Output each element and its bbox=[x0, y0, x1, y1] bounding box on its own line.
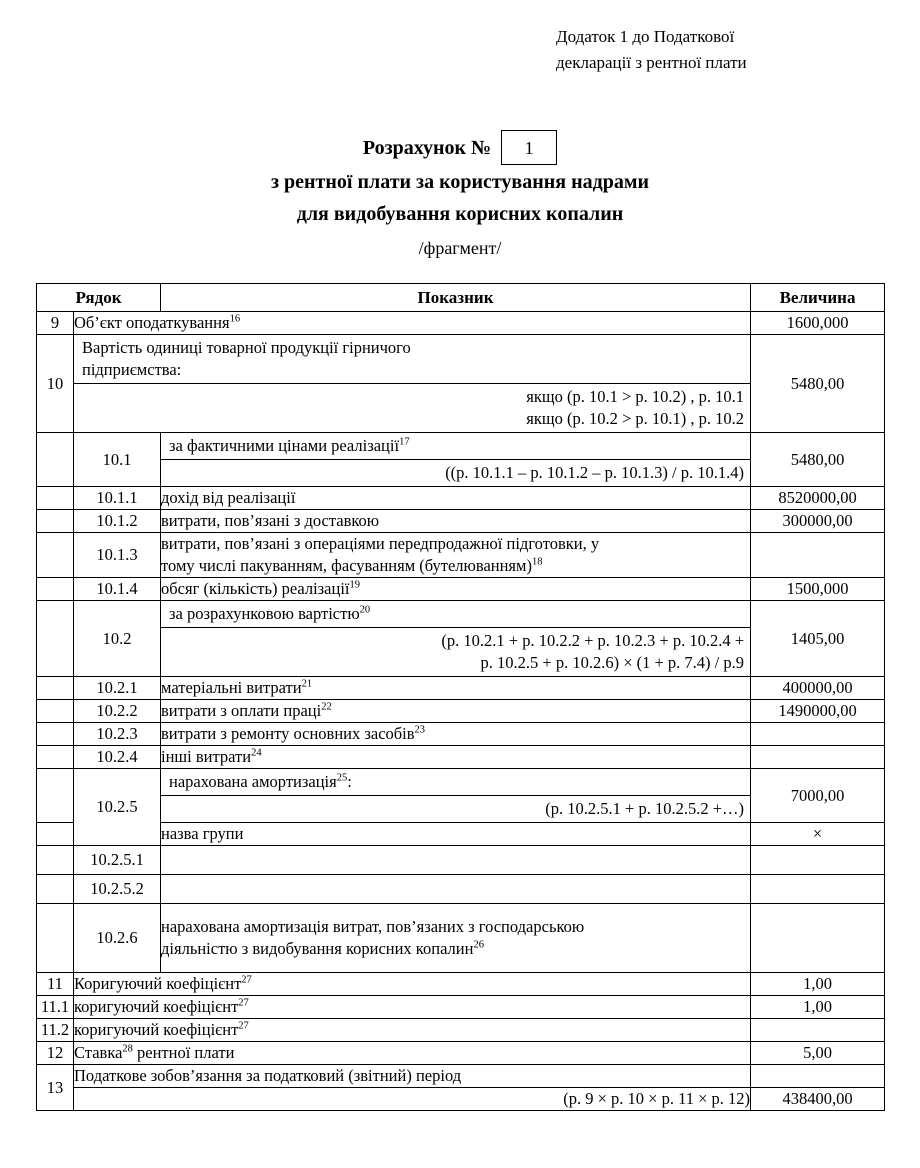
row-10-2-5-1-outer-spacer bbox=[37, 846, 74, 875]
page-title bbox=[0, 130, 920, 263]
row-12-number: 12 bbox=[37, 1042, 74, 1065]
row-10-number: 10 bbox=[37, 335, 74, 433]
row-10-1-4-indicator bbox=[161, 578, 751, 601]
row-10-2-5-label-cell bbox=[161, 769, 750, 796]
row-10-2-5-value[interactable]: 7000,00 bbox=[751, 769, 885, 823]
row-10-2-5-indicator bbox=[161, 769, 751, 823]
table-row-10-2-6 bbox=[37, 904, 885, 973]
row-10-2-label: за розрахунковою вартістю bbox=[169, 604, 360, 623]
row-10-2-5-2-value[interactable] bbox=[751, 875, 885, 904]
table-row-13-formula bbox=[37, 1088, 885, 1111]
row-10-2-6-outer-spacer bbox=[37, 904, 74, 973]
row-10-1-label-block bbox=[161, 433, 750, 460]
row-11-2-label: коригуючий коефіцієнт bbox=[74, 1020, 239, 1039]
row-10-1-3-indicator bbox=[161, 533, 751, 578]
row-11-indicator bbox=[74, 973, 751, 996]
title-line-2: з рентної плати за користування надрами bbox=[271, 171, 649, 193]
table-row-10-2-5-group bbox=[37, 823, 885, 846]
table-row-10-2-3 bbox=[37, 723, 885, 746]
row-11-1-value[interactable]: 1,00 bbox=[751, 996, 885, 1019]
row-10-1-4-outer-spacer bbox=[37, 578, 74, 601]
row-10-2-5-group-value: × bbox=[751, 823, 885, 846]
row-10-2-inner-table bbox=[161, 601, 750, 676]
table-row-9 bbox=[37, 312, 885, 335]
row-11-1-footnote: 27 bbox=[238, 997, 249, 1009]
row-11-2-footnote: 27 bbox=[238, 1020, 249, 1032]
row-10-1-3-label-line-2 bbox=[161, 555, 750, 577]
row-10-formula-cell bbox=[74, 384, 750, 433]
row-10-2-6-number: 10.2.6 bbox=[74, 904, 161, 973]
row-13-value-top bbox=[751, 1065, 885, 1088]
row-10-2-label-block bbox=[161, 601, 750, 628]
table-row-12 bbox=[37, 1042, 885, 1065]
row-10-2-5-formula-block bbox=[161, 796, 750, 823]
row-10-1-2-value[interactable]: 300000,00 bbox=[751, 510, 885, 533]
row-10-2-5-inner-table bbox=[161, 769, 750, 822]
document-header bbox=[556, 24, 896, 76]
row-11-1-indicator bbox=[74, 996, 751, 1019]
row-10-1-footnote: 17 bbox=[399, 436, 410, 448]
row-13-value[interactable]: 438400,00 bbox=[751, 1088, 885, 1111]
row-10-1-1-number: 10.1.1 bbox=[74, 487, 161, 510]
row-10-2-6-indicator bbox=[161, 904, 751, 973]
table-row-11-2 bbox=[37, 1019, 885, 1042]
row-10-1-formula-block bbox=[161, 460, 750, 487]
row-10-2-5-2-number: 10.2.5.2 bbox=[74, 875, 161, 904]
row-10-2-4-label: інші витрати bbox=[161, 747, 252, 766]
row-11-label: Коригуючий коефіцієнт bbox=[74, 974, 242, 993]
row-10-2-5-outer-spacer bbox=[37, 769, 74, 823]
row-10-1-3-outer-spacer bbox=[37, 533, 74, 578]
row-10-2-formula-block bbox=[161, 628, 750, 677]
row-10-1-3-number: 10.1.3 bbox=[74, 533, 161, 578]
row-11-footnote: 27 bbox=[241, 974, 252, 986]
row-10-2-4-number: 10.2.4 bbox=[74, 746, 161, 769]
row-10-1-3-value[interactable] bbox=[751, 533, 885, 578]
title-line-3: для видобування корисних копалин bbox=[296, 203, 624, 225]
row-10-inner-table bbox=[74, 335, 750, 432]
table-row-10-2-2 bbox=[37, 700, 885, 723]
row-10-2-2-label: витрати з оплати праці bbox=[161, 701, 322, 720]
row-11-number: 11 bbox=[37, 973, 74, 996]
row-10-1-1-outer-spacer bbox=[37, 487, 74, 510]
row-10-2-2-footnote: 22 bbox=[321, 701, 332, 713]
row-10-2-1-number: 10.2.1 bbox=[74, 677, 161, 700]
row-10-1-2-number: 10.1.2 bbox=[74, 510, 161, 533]
table-row-10-2 bbox=[37, 601, 885, 677]
row-10-2-5-1-label[interactable] bbox=[161, 846, 751, 875]
table-row-13-label bbox=[37, 1065, 885, 1088]
row-10-1-3-label-line-1: витрати, пов’язані з операціями передпродажної підготовки, у bbox=[161, 534, 600, 553]
document-header-line-1: Додаток 1 до Податкової bbox=[556, 27, 735, 46]
row-10-1-1-value[interactable]: 8520000,00 bbox=[751, 487, 885, 510]
row-10-2-6-label-line-2 bbox=[161, 938, 750, 960]
row-10-2-number: 10.2 bbox=[74, 601, 161, 677]
table-row-11 bbox=[37, 973, 885, 996]
row-10-2-3-outer-spacer bbox=[37, 723, 74, 746]
row-10-2-outer-spacer bbox=[37, 601, 74, 677]
row-10-1-4-number: 10.1.4 bbox=[74, 578, 161, 601]
table-row-10-2-5-2 bbox=[37, 875, 885, 904]
row-10-2-5-footnote: 25 bbox=[336, 772, 348, 784]
row-10-2-3-number: 10.2.3 bbox=[74, 723, 161, 746]
row-10-formula-block bbox=[74, 384, 750, 433]
row-10-1-indicator bbox=[161, 433, 751, 487]
row-10-2-1-footnote: 21 bbox=[301, 678, 313, 690]
row-10-2-1-indicator bbox=[161, 677, 751, 700]
row-10-2-6-value[interactable] bbox=[751, 904, 885, 973]
row-10-2-1-value[interactable]: 400000,00 bbox=[751, 677, 885, 700]
row-10-1-outer-spacer bbox=[37, 433, 74, 487]
row-11-2-indicator bbox=[74, 1019, 751, 1042]
title-rozrahunok-label: Розрахунок № bbox=[362, 136, 492, 159]
row-10-2-4-outer-spacer bbox=[37, 746, 74, 769]
row-10-2-3-label: витрати з ремонту основних засобів bbox=[161, 724, 415, 743]
table-row-11-1 bbox=[37, 996, 885, 1019]
row-10-1-number: 10.1 bbox=[74, 433, 161, 487]
row-10-indicator bbox=[74, 335, 751, 433]
row-12-footnote: 28 bbox=[122, 1043, 133, 1055]
row-10-2-6-footnote: 26 bbox=[473, 939, 484, 951]
table-row-10-1 bbox=[37, 433, 885, 487]
row-10-1-3-footnote: 18 bbox=[531, 556, 543, 568]
row-9-value[interactable]: 1600,000 bbox=[751, 312, 885, 335]
table-row-10-2-5-1 bbox=[37, 846, 885, 875]
row-10-2-value[interactable]: 1405,00 bbox=[751, 601, 885, 677]
row-11-value[interactable]: 1,00 bbox=[751, 973, 885, 996]
row-10-2-5-label-block bbox=[161, 769, 750, 796]
row-10-2-5-label-suffix: : bbox=[347, 772, 352, 791]
row-10-2-4-value[interactable] bbox=[751, 746, 885, 769]
table-row-10-2-1 bbox=[37, 677, 885, 700]
row-10-2-2-value[interactable]: 1490000,00 bbox=[751, 700, 885, 723]
row-10-2-5-group-outer-spacer bbox=[37, 823, 74, 846]
row-9-footnote: 16 bbox=[229, 313, 241, 325]
row-12-label-after: рентної плати bbox=[132, 1043, 235, 1062]
row-13-formula: (р. 9 × р. 10 × р. 11 × р. 12) bbox=[74, 1088, 751, 1111]
table-row-10-1-3 bbox=[37, 533, 885, 578]
row-10-label-block bbox=[74, 335, 750, 384]
row-10-2-3-footnote: 23 bbox=[414, 724, 426, 736]
row-10-2-1-outer-spacer bbox=[37, 677, 74, 700]
row-10-1-label: за фактичними цінами реалізації bbox=[169, 436, 400, 455]
row-10-2-formula-cell bbox=[161, 628, 750, 677]
title-fragment-note: /фрагмент/ bbox=[418, 238, 502, 258]
row-10-formula-line-1: якщо (р. 10.1 > р. 10.2) , р. 10.1 bbox=[526, 387, 745, 406]
row-11-2-number: 11.2 bbox=[37, 1019, 74, 1042]
row-10-2-3-indicator bbox=[161, 723, 751, 746]
row-10-2-2-number: 10.2.2 bbox=[74, 700, 161, 723]
row-9-label: Об’єкт оподаткування bbox=[74, 313, 230, 332]
table-row-10-2-5 bbox=[37, 769, 885, 823]
row-11-1-label: коригуючий коефіцієнт bbox=[74, 997, 239, 1016]
row-10-1-formula: ((р. 10.1.1 – р. 10.1.2 – р. 10.1.3) / р. 10.1.4) bbox=[445, 463, 745, 482]
row-10-2-2-outer-spacer bbox=[37, 700, 74, 723]
row-10-1-value[interactable]: 5480,00 bbox=[751, 433, 885, 487]
row-10-1-label-cell bbox=[161, 433, 750, 460]
row-10-2-indicator bbox=[161, 601, 751, 677]
table-row-10-2-4 bbox=[37, 746, 885, 769]
row-13-label: Податкове зобов’язання за податковий (звітний) період bbox=[74, 1065, 751, 1088]
row-10-1-1-label: дохід від реалізації bbox=[161, 487, 751, 510]
row-10-2-formula-line-2: р. 10.2.5 + р. 10.2.6) × (1 + р. 7.4) / р.9 bbox=[480, 653, 745, 672]
row-10-formula-line-2: якщо (р. 10.2 > р. 10.1) , р. 10.2 bbox=[526, 409, 745, 428]
row-10-2-label-cell bbox=[161, 601, 750, 628]
row-9-number: 9 bbox=[37, 312, 74, 335]
row-10-2-footnote: 20 bbox=[359, 604, 371, 616]
row-10-2-5-1-number: 10.2.5.1 bbox=[74, 846, 161, 875]
row-10-2-6-label-line-1: нарахована амортизація витрат, пов’язаних з господарською bbox=[161, 917, 585, 936]
row-10-2-5-formula: (р. 10.2.5.1 + р. 10.2.5.2 +…) bbox=[545, 799, 745, 818]
rent-payment-calculation-table bbox=[36, 283, 885, 1111]
table-row-10-1-1 bbox=[37, 487, 885, 510]
column-header-row-number: Рядок bbox=[37, 284, 161, 312]
row-13-number: 13 bbox=[37, 1065, 74, 1111]
column-header-value: Величина bbox=[751, 284, 885, 312]
row-10-2-6-label-line-2-text: діяльністю з видобування корисних копалин bbox=[161, 939, 474, 958]
row-10-label-line-1: Вартість одиниці товарної продукції гірничого bbox=[82, 338, 411, 357]
row-10-1-4-label: обсяг (кількість) реалізації bbox=[161, 579, 350, 598]
row-10-1-2-label: витрати, пов’язані з доставкою bbox=[161, 510, 751, 533]
row-10-1-2-outer-spacer bbox=[37, 510, 74, 533]
row-9-indicator bbox=[74, 312, 751, 335]
row-11-1-number: 11.1 bbox=[37, 996, 74, 1019]
table-row-10-1-4 bbox=[37, 578, 885, 601]
row-10-2-5-label: нарахована амортизація bbox=[169, 772, 337, 791]
row-10-2-5-1-value[interactable] bbox=[751, 846, 885, 875]
row-10-2-3-value[interactable] bbox=[751, 723, 885, 746]
row-10-2-1-label: матеріальні витрати bbox=[161, 678, 302, 697]
table-row-10-1-2 bbox=[37, 510, 885, 533]
row-10-label-line-2: підприємства: bbox=[82, 360, 182, 379]
row-10-2-formula-line-1: (р. 10.2.1 + р. 10.2.2 + р. 10.2.3 + р. 10.2.4 + bbox=[441, 631, 745, 650]
row-11-2-value[interactable] bbox=[751, 1019, 885, 1042]
row-10-2-2-indicator bbox=[161, 700, 751, 723]
row-10-2-5-group-label: назва групи bbox=[161, 823, 751, 846]
row-10-2-5-2-outer-spacer bbox=[37, 875, 74, 904]
table-header-row bbox=[37, 284, 885, 312]
row-10-2-4-footnote: 24 bbox=[251, 747, 262, 759]
calculation-number-box[interactable]: 1 bbox=[501, 130, 557, 165]
row-12-label-before: Ставка bbox=[74, 1043, 123, 1062]
row-12-indicator bbox=[74, 1042, 751, 1065]
row-10-1-4-value[interactable]: 1500,000 bbox=[751, 578, 885, 601]
column-header-indicator: Показник bbox=[161, 284, 751, 312]
row-10-label-cell bbox=[74, 335, 750, 384]
row-10-2-4-indicator bbox=[161, 746, 751, 769]
row-10-1-4-footnote: 19 bbox=[349, 579, 361, 591]
title-line-1 bbox=[0, 130, 920, 165]
row-10-2-5-number: 10.2.5 bbox=[74, 769, 161, 846]
document-header-line-2: декларації з рентної плати bbox=[556, 53, 747, 72]
row-10-2-5-2-label[interactable] bbox=[161, 875, 751, 904]
row-12-value[interactable]: 5,00 bbox=[751, 1042, 885, 1065]
row-10-1-inner-table bbox=[161, 433, 750, 486]
row-10-value[interactable]: 5480,00 bbox=[751, 335, 885, 433]
row-10-1-3-label-line-2-text: тому числі пакуванням, фасуванням (бутелюванням) bbox=[161, 556, 532, 575]
table-row-10 bbox=[37, 335, 885, 433]
